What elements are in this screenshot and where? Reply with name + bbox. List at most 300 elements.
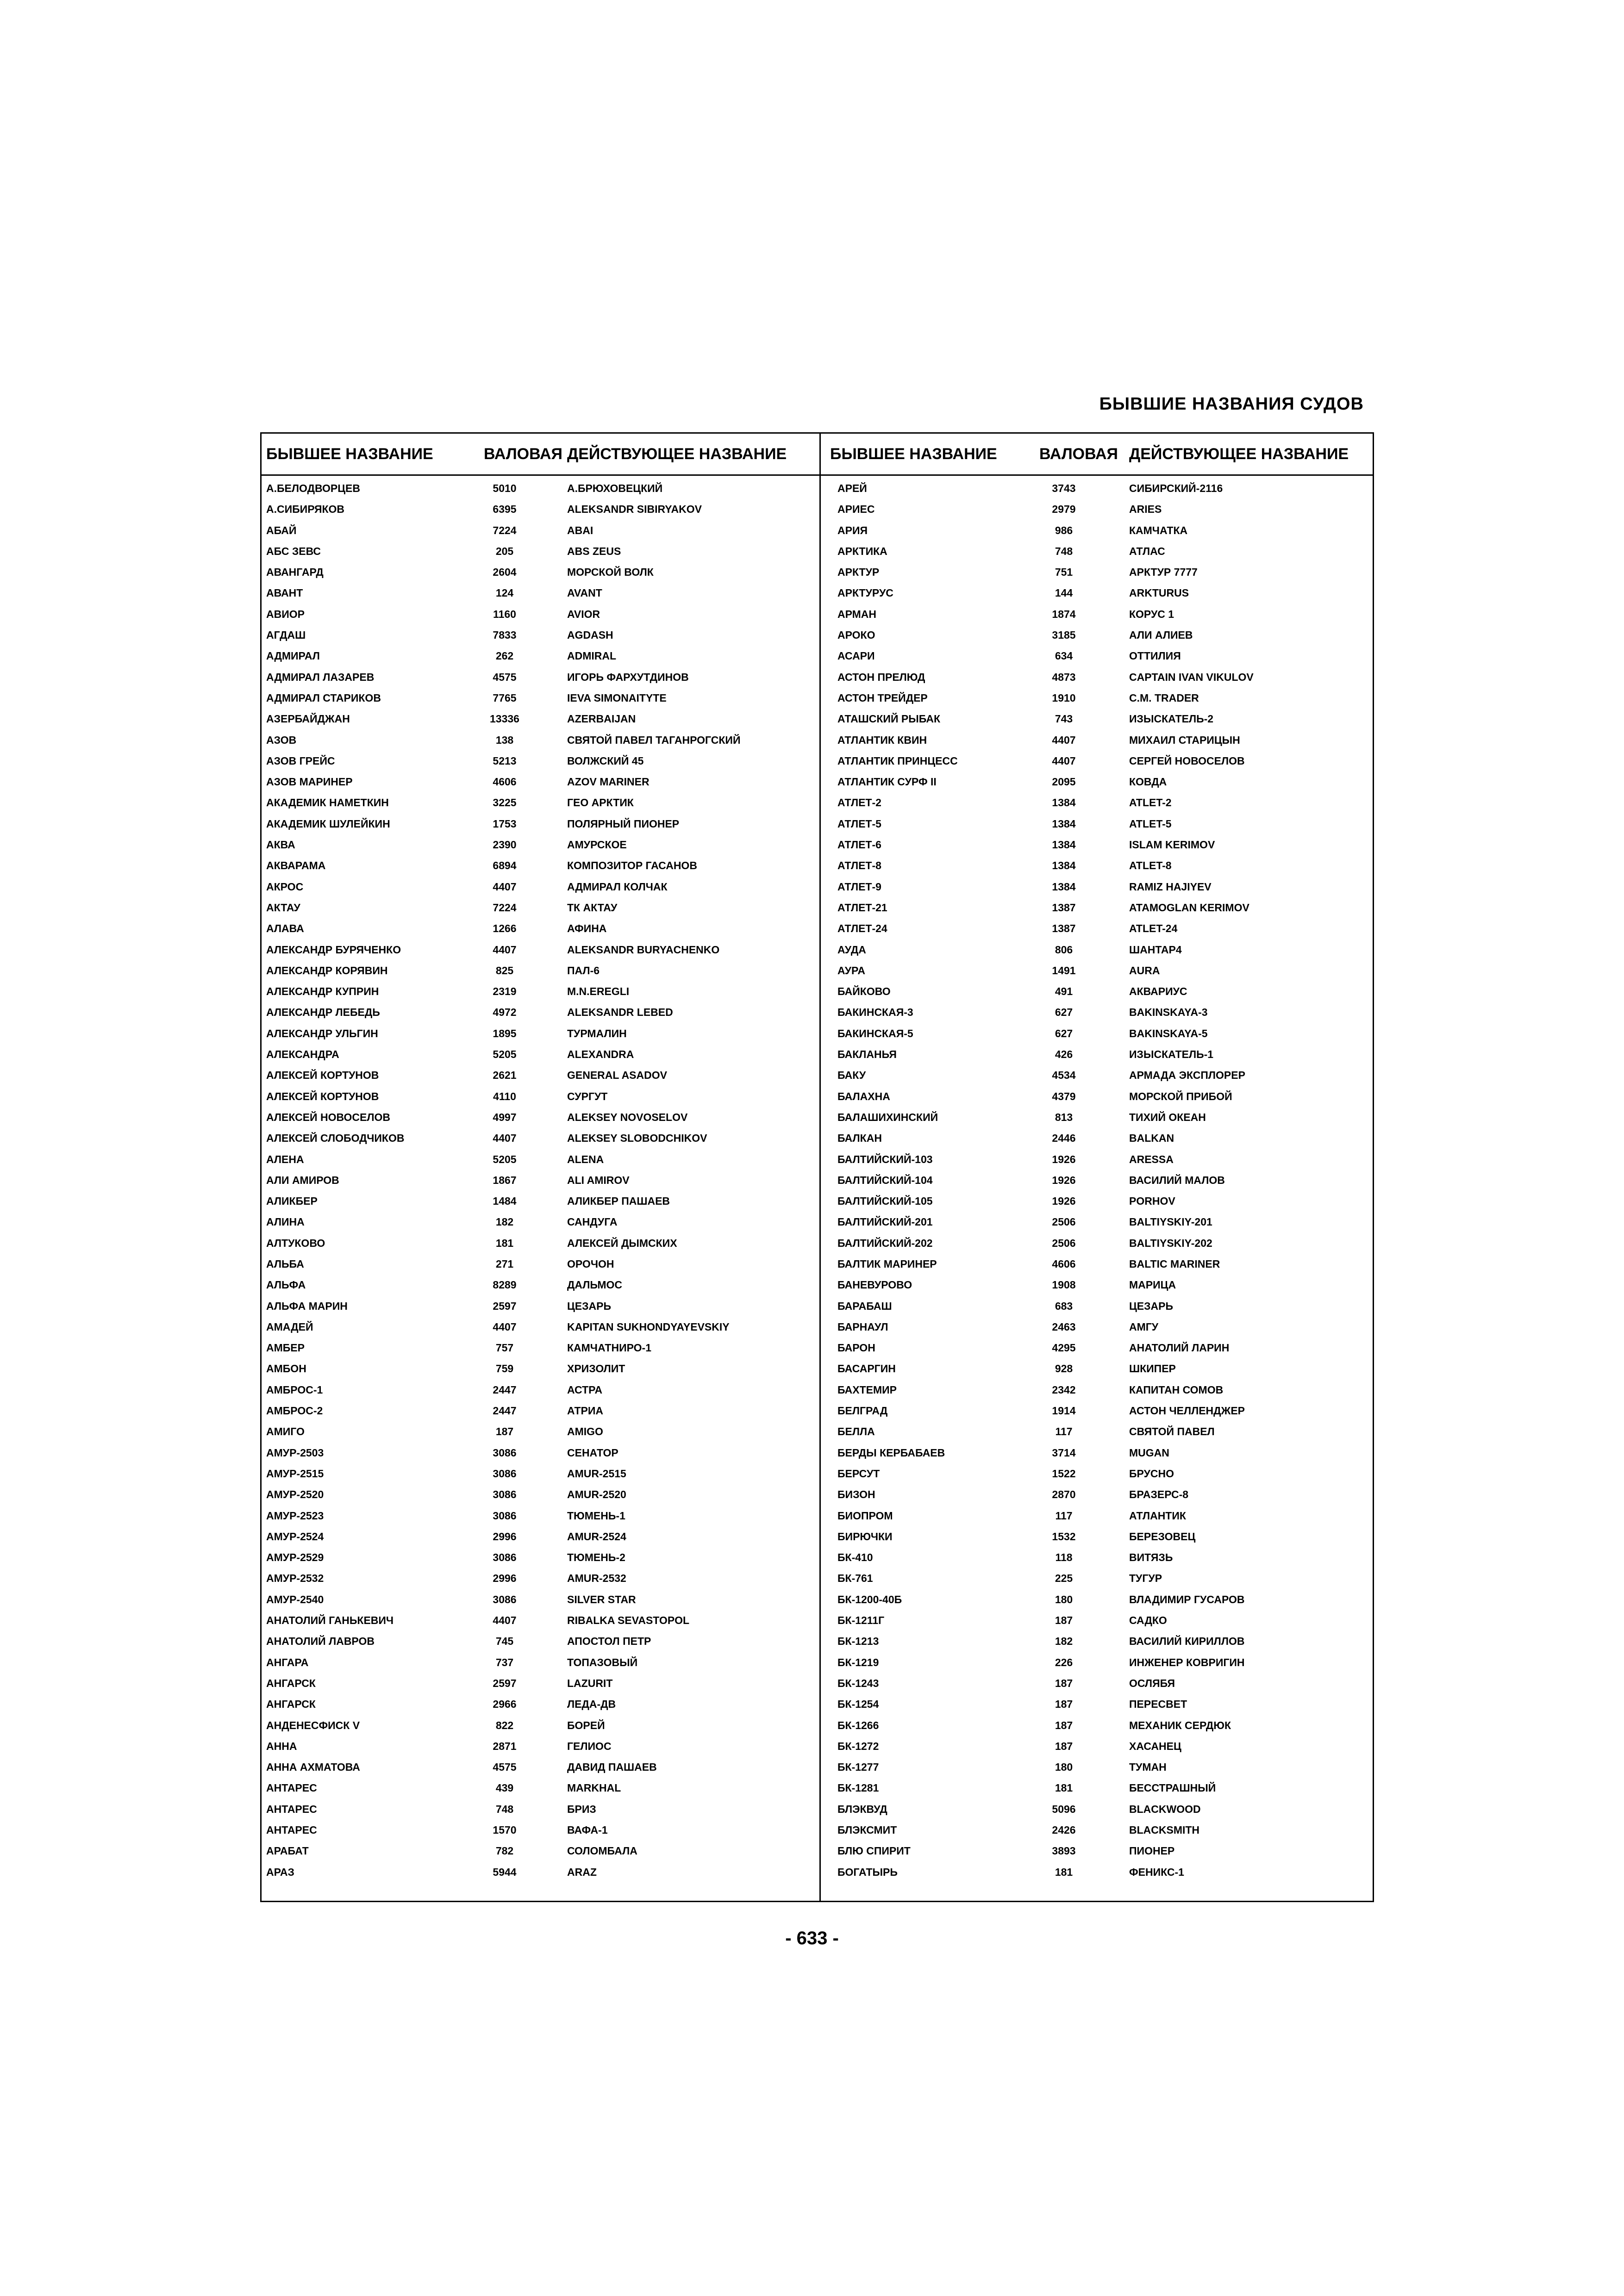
table-row [262, 855, 817, 876]
tonnage-cell: 813 [1055, 1111, 1073, 1123]
former-name-cell: АЛЕКСАНДР БУРЯЧЕНКО [266, 943, 401, 956]
tonnage-cell: 4407 [1052, 754, 1076, 767]
tonnage-cell: 3743 [1052, 482, 1076, 494]
tonnage-cell: 4295 [1052, 1342, 1076, 1354]
table-row [821, 1275, 1376, 1295]
table-row [821, 981, 1376, 1002]
table-row [262, 1317, 817, 1338]
page-number: - 633 - [785, 1928, 839, 1948]
table-row [821, 478, 1376, 499]
tonnage-cell: 7224 [493, 524, 517, 536]
vessel-names-table [260, 432, 1374, 1902]
tonnage-cell: 1532 [1052, 1530, 1076, 1543]
current-name-cell: АФИНА [567, 922, 607, 935]
table-row [262, 583, 817, 604]
left-rows [262, 478, 817, 1883]
tonnage-cell: 187 [1055, 1719, 1073, 1731]
former-name-cell: АРКТИКА [837, 545, 887, 557]
current-name-cell: ГЕО АРКТИК [567, 796, 634, 809]
tonnage-cell: 1570 [493, 1824, 517, 1836]
tonnage-cell: 2447 [493, 1383, 517, 1396]
former-name-cell: АДМИРАЛ ЛАЗАРЕВ [266, 671, 375, 683]
current-name-cell: CAPTAIN IVAN VIKULOV [1129, 671, 1254, 683]
former-name-cell: АБАЙ [266, 524, 297, 536]
tonnage-cell: 4606 [493, 776, 517, 788]
table-row [262, 1212, 817, 1232]
current-name-cell: ТУРМАЛИН [567, 1027, 627, 1039]
table-row [262, 1694, 817, 1715]
tonnage-cell: 2996 [493, 1530, 517, 1543]
current-name-cell: МИХАИЛ СТАРИЦЫН [1129, 734, 1240, 746]
tonnage-cell: 782 [495, 1845, 514, 1857]
former-name-cell: АННА [266, 1740, 297, 1752]
current-name-cell: ТЮМЕНЬ-1 [567, 1509, 625, 1522]
current-name-cell: БРУСНО [1129, 1467, 1174, 1480]
table-row [821, 1673, 1376, 1694]
current-name-cell: БЕССТРАШНЫЙ [1129, 1782, 1216, 1794]
tonnage-cell: 5205 [493, 1048, 517, 1061]
current-name-cell: ШКИПЕР [1129, 1363, 1176, 1375]
current-name-cell: АТРИА [567, 1405, 603, 1417]
current-name-cell: СВЯТОЙ ПАВЕЛ [1129, 1425, 1215, 1438]
tonnage-cell: 3225 [493, 796, 517, 809]
table-row [262, 478, 817, 499]
former-name-cell: БК-1211Г [837, 1614, 885, 1627]
current-name-cell: ARAZ [567, 1866, 597, 1878]
tonnage-cell: 6894 [493, 859, 517, 872]
table-row [821, 940, 1376, 960]
header-current-name: ДЕЙСТВУЮЩЕЕ НАЗВАНИЕ [1129, 445, 1349, 463]
former-name-cell: АНДЕНЕСФИСК V [266, 1719, 360, 1731]
former-name-cell: АНТАРЕС [266, 1803, 317, 1815]
tonnage-cell: 634 [1055, 650, 1073, 662]
table-row [262, 604, 817, 625]
former-name-cell: АЛЬФА МАРИН [266, 1300, 348, 1312]
former-name-cell: БЛЮ СПИРИТ [837, 1845, 911, 1857]
tonnage-cell: 751 [1055, 566, 1073, 579]
former-name-cell: АСТОН ПРЕЛЮД [837, 671, 925, 683]
current-name-cell: ЦЕЗАРЬ [1129, 1300, 1174, 1312]
table-row [821, 1484, 1376, 1505]
current-name-cell: БРИЗ [567, 1803, 596, 1815]
tonnage-cell: 5213 [493, 754, 517, 767]
tonnage-cell: 2447 [493, 1405, 517, 1417]
former-name-cell: БАСАРГИН [837, 1363, 896, 1375]
table-row [821, 1589, 1376, 1610]
former-name-cell: БАКИНСКАЯ-5 [837, 1027, 913, 1039]
tonnage-cell: 117 [1055, 1425, 1073, 1438]
table-row [262, 1862, 817, 1883]
tonnage-cell: 4407 [493, 1132, 517, 1145]
current-name-cell: ALI AMIROV [567, 1174, 630, 1186]
current-name-cell: ДАЛЬМОС [567, 1279, 623, 1291]
former-name-cell: БК-1272 [837, 1740, 879, 1752]
former-name-cell: АМАДЕЙ [266, 1320, 313, 1333]
current-name-cell: ТК АКТАУ [567, 901, 618, 914]
table-row [262, 1631, 817, 1652]
former-name-cell: АМБРОС-2 [266, 1405, 323, 1417]
former-name-cell: АТЛАНТИК СУРФ II [837, 776, 937, 788]
current-name-cell: АКВАРИУС [1129, 985, 1187, 998]
former-name-cell: АВАНГАРД [266, 566, 324, 579]
table-row [821, 604, 1376, 625]
tonnage-cell: 4407 [493, 880, 517, 893]
current-name-cell: МОРСКОЙ ВОЛК [567, 566, 654, 579]
current-name-cell: BALTIYSKIY-201 [1129, 1216, 1212, 1228]
table-row [262, 1484, 817, 1505]
former-name-cell: БЛЭКВУД [837, 1803, 887, 1815]
table-row [821, 583, 1376, 604]
current-name-cell: ЦЕЗАРЬ [567, 1300, 612, 1312]
tonnage-cell: 4575 [493, 671, 517, 683]
current-name-cell: ВАСИЛИЙ МАЛОВ [1129, 1174, 1225, 1186]
former-name-cell: А.БЕЛОДВОРЦЕВ [266, 482, 361, 494]
former-name-cell: БАЙКОВО [837, 985, 891, 998]
current-name-cell: АПОСТОЛ ПЕТР [567, 1635, 651, 1648]
former-name-cell: АСТОН ТРЕЙДЕР [837, 691, 928, 704]
current-name-cell: ОТТИЛИЯ [1129, 650, 1181, 662]
tonnage-cell: 1160 [493, 608, 516, 620]
former-name-cell: БК-761 [837, 1572, 873, 1585]
current-name-cell: AZERBAIJAN [567, 713, 636, 725]
table-row [821, 1526, 1376, 1547]
former-name-cell: АНГАРА [266, 1656, 309, 1668]
tonnage-cell: 2597 [493, 1677, 517, 1689]
current-name-cell: КОРУС 1 [1129, 608, 1174, 620]
current-name-cell: RAMIZ HAJIYEV [1129, 880, 1212, 893]
table-row [821, 1736, 1376, 1757]
table-row [821, 1610, 1376, 1631]
tonnage-cell: 737 [495, 1656, 514, 1668]
table-row [262, 1506, 817, 1526]
table-row [821, 1652, 1376, 1673]
former-name-cell: БАКИНСКАЯ-3 [837, 1006, 913, 1019]
current-name-cell: АЛИКБЕР ПАШАЕВ [567, 1195, 670, 1207]
former-name-cell: АЛЕКСАНДР КОРЯВИН [266, 964, 388, 977]
tonnage-cell: 439 [495, 1782, 514, 1794]
tonnage-cell: 1914 [1052, 1405, 1076, 1417]
tonnage-cell: 627 [1055, 1027, 1073, 1039]
former-name-cell: БАЛТИЙСКИЙ-103 [837, 1153, 933, 1165]
table-row [262, 814, 817, 834]
table-row [821, 751, 1376, 772]
former-name-cell: БАХТЕМИР [837, 1383, 897, 1396]
former-name-cell: АРАЗ [266, 1866, 294, 1878]
tonnage-cell: 4407 [493, 943, 517, 956]
tonnage-cell: 2966 [493, 1698, 517, 1711]
current-name-cell: ПИОНЕР [1129, 1845, 1175, 1857]
current-name-cell: КАМЧАТНИРО-1 [567, 1342, 652, 1354]
current-name-cell: M.N.EREGLI [567, 985, 630, 998]
table-row [821, 1296, 1376, 1317]
table-row [821, 646, 1376, 666]
tonnage-cell: 205 [495, 545, 514, 557]
tonnage-cell: 2604 [493, 566, 517, 579]
tonnage-cell: 1387 [1052, 901, 1076, 914]
current-name-cell: БОРЕЙ [567, 1719, 605, 1731]
current-name-cell: BLACKWOOD [1129, 1803, 1201, 1815]
table-row [821, 834, 1376, 855]
current-name-cell: А.БРЮХОВЕЦКИЙ [567, 482, 663, 494]
current-name-cell: СУРГУТ [567, 1090, 608, 1102]
current-name-cell: ТУМАН [1129, 1761, 1167, 1773]
former-name-cell: БЕРСУТ [837, 1467, 880, 1480]
table-row [821, 1149, 1376, 1170]
table-row [262, 1128, 817, 1149]
former-name-cell: АМУР-2529 [266, 1551, 324, 1564]
tonnage-cell: 2996 [493, 1572, 517, 1585]
former-name-cell: АТЛЕТ-2 [837, 796, 881, 809]
current-name-cell: ИГОРЬ ФАРХУТДИНОВ [567, 671, 689, 683]
current-name-cell: БЕРЕЗОВЕЦ [1129, 1530, 1196, 1543]
tonnage-cell: 491 [1055, 985, 1073, 998]
current-name-cell: ALENA [567, 1153, 604, 1165]
tonnage-cell: 822 [495, 1719, 514, 1731]
current-name-cell: ALEKSANDR LEBED [567, 1006, 673, 1019]
tonnage-cell: 8289 [493, 1279, 517, 1291]
former-name-cell: АТЛЕТ-8 [837, 859, 881, 872]
table-row [262, 960, 817, 981]
former-name-cell: БАКЛАНЬЯ [837, 1048, 897, 1061]
tonnage-cell: 748 [1055, 545, 1073, 557]
current-name-cell: KAPITAN SUKHONDYAYEVSKIY [567, 1320, 730, 1333]
former-name-cell: БЕЛЛА [837, 1425, 875, 1438]
former-name-cell: АЛЕКСЕЙ НОВОСЕЛОВ [266, 1111, 390, 1123]
current-name-cell: ХАСАНЕЦ [1129, 1740, 1181, 1752]
tonnage-cell: 187 [1055, 1698, 1073, 1711]
table-row [821, 1547, 1376, 1568]
tonnage-cell: 3086 [493, 1551, 517, 1564]
former-name-cell: АЛЕКСЕЙ СЛОБОДЧИКОВ [266, 1132, 405, 1145]
current-name-cell: СЕРГЕЙ НОВОСЕЛОВ [1129, 754, 1245, 767]
current-name-cell: БРАЗЕРС-8 [1129, 1488, 1189, 1501]
former-name-cell: БЕЛГРАД [837, 1405, 888, 1417]
current-name-cell: МОРСКОЙ ПРИБОЙ [1129, 1090, 1232, 1102]
former-name-cell: БАЛАХНА [837, 1090, 890, 1102]
table-row [821, 1023, 1376, 1044]
former-name-cell: БК-1243 [837, 1677, 879, 1689]
table-row [262, 751, 817, 772]
tonnage-cell: 4534 [1052, 1069, 1076, 1082]
table-row [262, 1820, 817, 1841]
current-name-cell: BALKAN [1129, 1132, 1174, 1145]
table-row [262, 834, 817, 855]
table-row [821, 855, 1376, 876]
tonnage-cell: 7833 [493, 629, 517, 641]
table-row [821, 1170, 1376, 1191]
table-row [821, 1254, 1376, 1275]
table-row [821, 1568, 1376, 1589]
current-name-cell: AURA [1129, 964, 1160, 977]
former-name-cell: АТЛАНТИК КВИН [837, 734, 927, 746]
former-name-cell: АРАБАТ [266, 1845, 309, 1857]
former-name-cell: АНАТОЛИЙ ГАНЬКЕВИЧ [266, 1614, 394, 1627]
table-row [821, 499, 1376, 520]
table-row [262, 918, 817, 939]
current-name-cell: СОЛОМБАЛА [567, 1845, 637, 1857]
former-name-cell: АЛИКБЕР [266, 1195, 318, 1207]
former-name-cell: АМУР-2532 [266, 1572, 324, 1585]
former-name-cell: БОГАТЫРЬ [837, 1866, 898, 1878]
former-name-cell: АМУР-2503 [266, 1446, 324, 1459]
table-row [821, 1506, 1376, 1526]
table-row [821, 1778, 1376, 1798]
current-name-cell: ШАНТАР4 [1129, 943, 1182, 956]
current-name-cell: ABS ZEUS [567, 545, 621, 557]
table-row [262, 1799, 817, 1820]
current-name-cell: ATLET-8 [1129, 859, 1172, 872]
table-row [262, 1338, 817, 1358]
table-row [262, 1044, 817, 1065]
tonnage-cell: 986 [1055, 524, 1073, 536]
tonnage-cell: 683 [1055, 1300, 1073, 1312]
current-name-cell: ИЗЫСКАТЕЛЬ-2 [1129, 713, 1214, 725]
former-name-cell: БК-1213 [837, 1635, 879, 1648]
table-row [821, 1715, 1376, 1736]
tonnage-cell: 4407 [493, 1614, 517, 1627]
current-name-cell: СВЯТОЙ ПАВЕЛ ТАГАНРОГСКИЙ [567, 734, 741, 746]
tonnage-cell: 2871 [493, 1740, 517, 1752]
current-name-cell: ATLET-5 [1129, 817, 1172, 830]
former-name-cell: АТЛЕТ-6 [837, 839, 881, 851]
tonnage-cell: 4575 [493, 1761, 517, 1773]
former-name-cell: АУДА [837, 943, 866, 956]
former-name-cell: АТЛАНТИК ПРИНЦЕСС [837, 754, 958, 767]
table-row [821, 772, 1376, 792]
current-name-cell: АНАТОЛИЙ ЛАРИН [1129, 1342, 1230, 1354]
current-name-cell: AGDASH [567, 629, 613, 641]
table-row [262, 646, 817, 666]
table-row [821, 960, 1376, 981]
table-row [262, 1673, 817, 1694]
current-name-cell: ЛЕДА-ДВ [567, 1698, 616, 1711]
former-name-cell: АНГАРСК [266, 1698, 316, 1711]
former-name-cell: АМИГО [266, 1425, 305, 1438]
former-name-cell: АМУР-2520 [266, 1488, 324, 1501]
tonnage-cell: 3086 [493, 1509, 517, 1522]
former-name-cell: АТЛЕТ-21 [837, 901, 887, 914]
former-name-cell: БК-1266 [837, 1719, 879, 1731]
former-name-cell: АНГАРСК [266, 1677, 316, 1689]
current-name-cell: СИБИРСКИЙ-2116 [1129, 482, 1223, 494]
tonnage-cell: 2426 [1052, 1824, 1076, 1836]
table-row [262, 625, 817, 646]
current-name-cell: ALEKSANDR SIBIRYAKOV [567, 503, 702, 516]
tonnage-cell: 5096 [1052, 1803, 1076, 1815]
current-name-cell: САДКО [1129, 1614, 1167, 1627]
former-name-cell: АЗЕРБАЙДЖАН [266, 713, 350, 725]
current-name-cell: АДМИРАЛ КОЛЧАК [567, 880, 668, 893]
tonnage-cell: 182 [1055, 1635, 1073, 1648]
tonnage-cell: 1895 [493, 1027, 517, 1039]
tonnage-cell: 187 [1055, 1677, 1073, 1689]
current-name-cell: АМУРСКОЕ [567, 839, 627, 851]
current-name-cell: BALTIYSKIY-202 [1129, 1237, 1212, 1249]
former-name-cell: АКТАУ [266, 901, 300, 914]
tonnage-cell: 1384 [1052, 817, 1076, 830]
current-name-cell: AVIOR [567, 608, 600, 620]
former-name-cell: БАРАБАШ [837, 1300, 892, 1312]
table-row [262, 1023, 817, 1044]
tonnage-cell: 181 [1055, 1782, 1073, 1794]
current-name-cell: AVANT [567, 587, 602, 599]
current-name-cell: ИЗЫСКАТЕЛЬ-1 [1129, 1048, 1214, 1061]
current-name-cell: MUGAN [1129, 1446, 1169, 1459]
current-name-cell: ALEKSEY NOVOSELOV [567, 1111, 688, 1123]
table-row [262, 667, 817, 688]
former-name-cell: АДМИРАЛ СТАРИКОВ [266, 691, 381, 704]
former-name-cell: АДМИРАЛ [266, 650, 320, 662]
former-name-cell: БК-410 [837, 1551, 873, 1564]
tonnage-cell: 187 [495, 1425, 514, 1438]
table-row [821, 1757, 1376, 1778]
current-name-cell: ALEXANDRA [567, 1048, 634, 1061]
current-name-cell: ДАВИД ПАШАЕВ [567, 1761, 657, 1773]
current-name-cell: АТЛАС [1129, 545, 1165, 557]
former-name-cell: АЛЕКСАНДРА [266, 1048, 339, 1061]
current-name-cell: КАПИТАН СОМОВ [1129, 1383, 1224, 1396]
tonnage-cell: 2319 [493, 985, 517, 998]
current-name-cell: ВАСИЛИЙ КИРИЛЛОВ [1129, 1635, 1245, 1648]
tonnage-cell: 5205 [493, 1153, 517, 1165]
current-name-cell: BALTIC MARINER [1129, 1257, 1220, 1270]
table-row [821, 918, 1376, 939]
current-name-cell: КОМПОЗИТОР ГАСАНОВ [567, 859, 697, 872]
tonnage-cell: 7224 [493, 901, 517, 914]
table-row [821, 1400, 1376, 1421]
current-name-cell: ПЕРЕСВЕТ [1129, 1698, 1187, 1711]
current-name-cell: IEVA SIMONAITYTE [567, 691, 667, 704]
table-row [821, 1820, 1376, 1841]
left-panel [262, 434, 817, 1901]
table-row [262, 1400, 817, 1421]
current-name-cell: ATLET-24 [1129, 922, 1178, 935]
tonnage-cell: 1874 [1052, 608, 1076, 620]
tonnage-cell: 2506 [1052, 1237, 1076, 1249]
former-name-cell: АВИОР [266, 608, 305, 620]
table-row [262, 1568, 817, 1589]
tonnage-cell: 2390 [493, 839, 517, 851]
table-row [821, 1841, 1376, 1861]
current-name-cell: AMUR-2515 [567, 1467, 626, 1480]
former-name-cell: БИОПРОМ [837, 1509, 893, 1522]
current-name-cell: КОВДА [1129, 776, 1167, 788]
former-name-cell: БЛЭКСМИТ [837, 1824, 897, 1836]
tonnage-cell: 1926 [1052, 1174, 1076, 1186]
current-name-cell: ISLAM KERIMOV [1129, 839, 1215, 851]
table-row [821, 667, 1376, 688]
tonnage-cell: 5010 [493, 482, 517, 494]
current-name-cell: ВЛАДИМИР ГУСАРОВ [1129, 1593, 1245, 1605]
current-name-cell: АСТРА [567, 1383, 603, 1396]
former-name-cell: АБС ЗЕВС [266, 545, 321, 557]
tonnage-cell: 4972 [493, 1006, 517, 1019]
tonnage-cell: 1384 [1052, 796, 1076, 809]
former-name-cell: БК-1200-40Б [837, 1593, 902, 1605]
current-name-cell: AMIGO [567, 1425, 603, 1438]
current-name-cell: ADMIRAL [567, 650, 617, 662]
tonnage-cell: 1926 [1052, 1153, 1076, 1165]
current-name-cell: ГЕЛИОС [567, 1740, 612, 1752]
table-row [821, 792, 1376, 813]
tonnage-cell: 2979 [1052, 503, 1076, 516]
table-row [262, 1757, 817, 1778]
current-name-cell: SILVER STAR [567, 1593, 636, 1605]
table-row [821, 1862, 1376, 1883]
current-name-cell: КАМЧАТКА [1129, 524, 1188, 536]
current-name-cell: СЕНАТОР [567, 1446, 618, 1459]
tonnage-cell: 181 [495, 1237, 514, 1249]
